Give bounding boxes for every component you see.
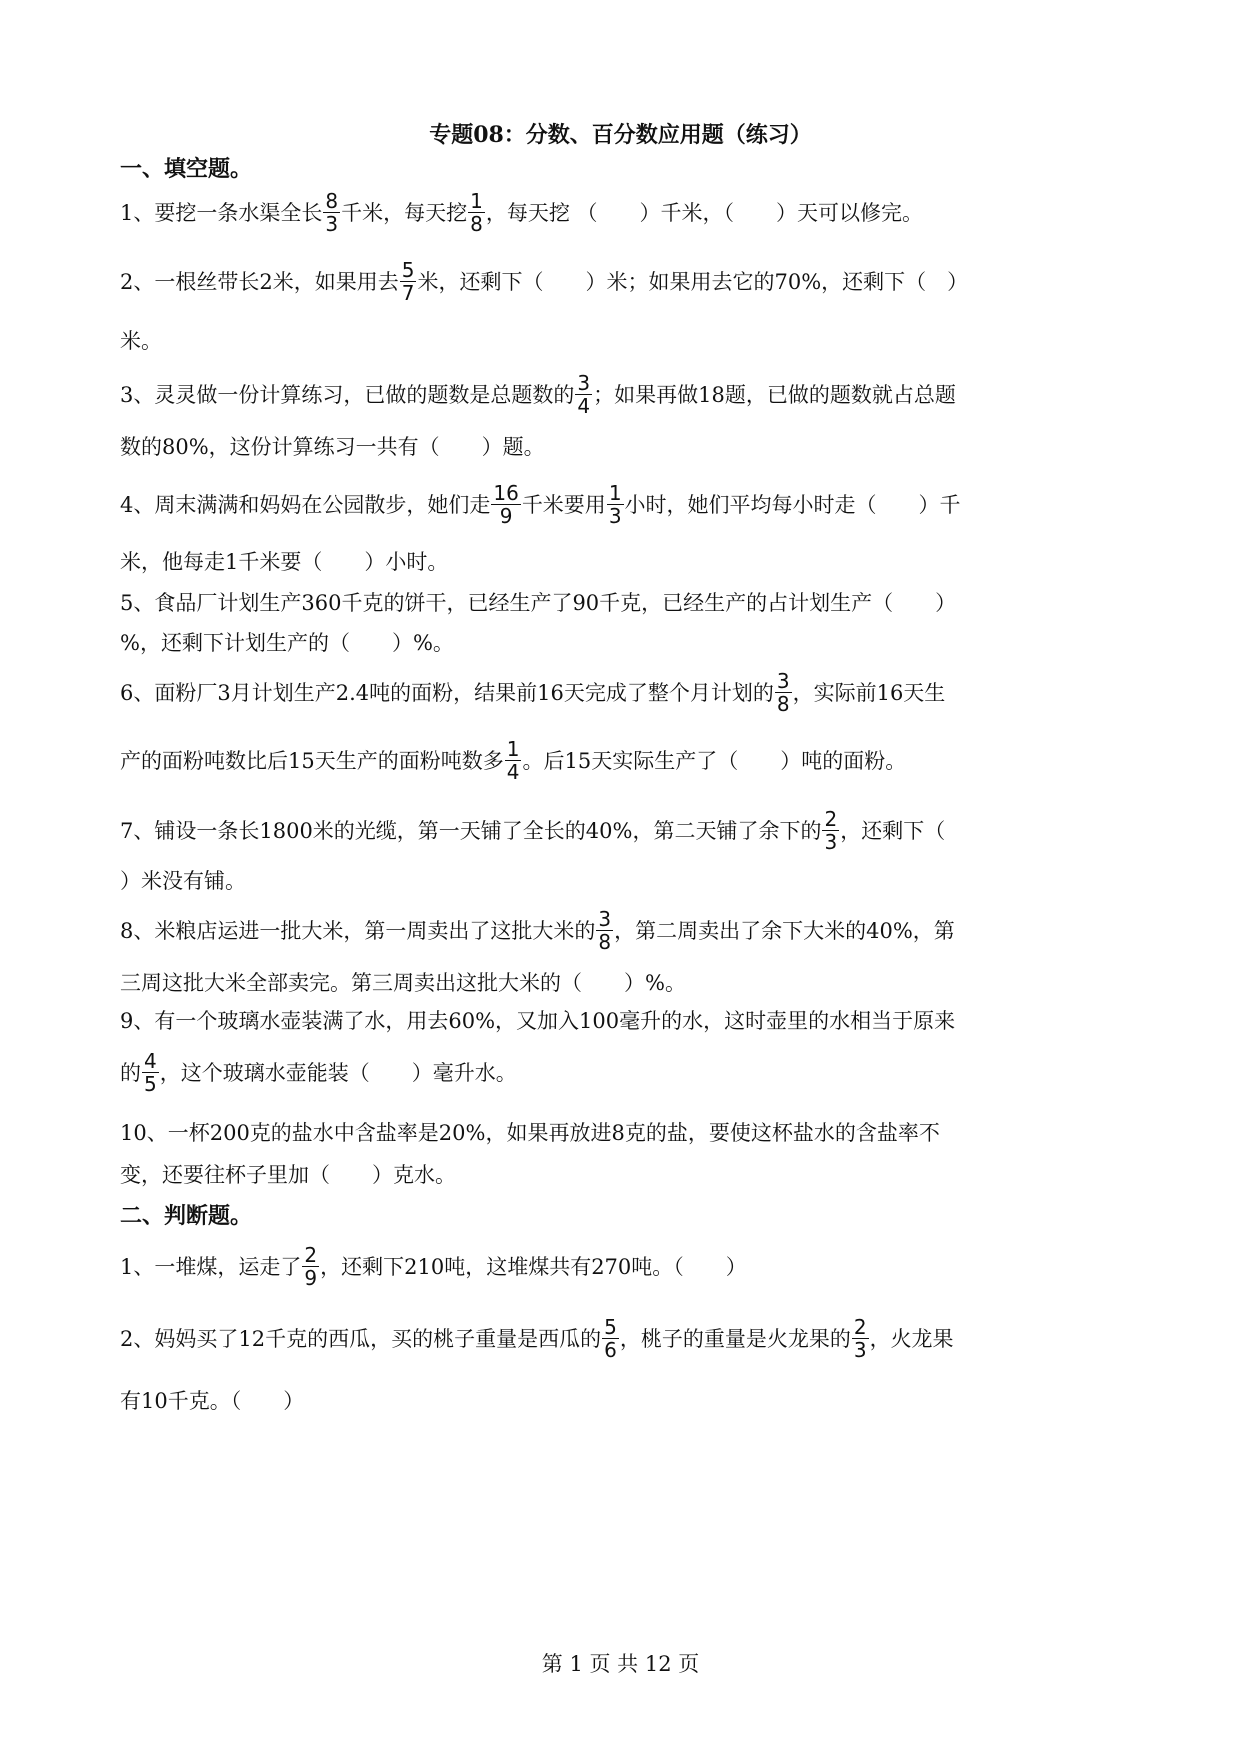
text: 4、周末满满和妈妈在公园散步，她们走 (120, 493, 491, 517)
text: 米，还剩下（ ）米；如果用去它的70%，还剩下（ ） (417, 270, 969, 294)
text: ，还剩下210吨，这堆煤共有270吨。（ ） (320, 1255, 747, 1279)
text: 1、要挖一条水渠全长 (120, 201, 323, 225)
question-4-cont: 米，他每走1千米要（ ）小时。 (120, 550, 449, 574)
question-5-cont: %，还剩下计划生产的（ ）%。 (120, 631, 454, 655)
text: 千米，每天挖 (341, 201, 468, 225)
page-title: 专题08：分数、百分数应用题（练习） (429, 122, 812, 148)
fraction: $\frac{2}{3}$ (824, 806, 838, 854)
question-7-cont: ）米没有铺。 (120, 869, 246, 893)
question-8 (120, 906, 955, 954)
question-3-cont: 数的80%，这份计算练习一共有（ ）题。 (120, 435, 545, 459)
text: 的 (120, 1061, 141, 1085)
judge-1 (120, 1242, 747, 1290)
question-9: 9、有一个玻璃水壶装满了水，用去60%，又加入100毫升的水，这时壶里的水相当于原来 (120, 1009, 956, 1033)
question-6-cont (120, 736, 907, 784)
fraction: $\frac{3}{4}$ (577, 370, 591, 418)
question-3 (120, 370, 956, 418)
text: 3、灵灵做一份计算练习，已做的题数是总题数的 (120, 383, 575, 407)
text: 小时，她们平均每小时走（ ）千 (624, 493, 961, 517)
question-10-cont: 变，还要往杯子里加（ ）克水。 (120, 1163, 456, 1187)
text: ，桃子的重量是火龙果的 (619, 1327, 851, 1351)
fraction: $\frac{1}{3}$ (608, 480, 622, 528)
fraction: $\frac{2}{3}$ (853, 1314, 867, 1362)
judge-2-cont: 有10千克。（ ） (120, 1389, 305, 1413)
question-7 (120, 806, 946, 854)
fraction: $\frac{8}{3}$ (325, 188, 339, 236)
text: ，第二周卖出了余下大米的40%，第 (614, 919, 955, 943)
question-2-cont: 米。 (120, 329, 162, 353)
fraction: $\frac{3}{8}$ (598, 906, 612, 954)
fraction: $\frac{1}{8}$ (470, 188, 483, 236)
text: 千米要用 (521, 493, 606, 517)
text: ，还剩下（ (840, 819, 946, 843)
judge-2 (120, 1314, 954, 1362)
section-heading-fill-blank: 一、填空题。 (120, 156, 253, 182)
question-2 (120, 257, 969, 305)
question-9-cont (120, 1048, 517, 1096)
fraction: $\frac{16}{9}$ (493, 480, 519, 528)
text: ；如果再做18题，已做的题数就占总题 (593, 383, 956, 407)
text: 。后15天实际生产了（ ）吨的面粉。 (522, 749, 907, 773)
page-footer: 第 1 页 共 12 页 (541, 1652, 700, 1676)
question-4 (120, 480, 961, 528)
fraction: $\frac{5}{6}$ (604, 1314, 617, 1362)
text: 8、米粮店运进一批大米，第一周卖出了这批大米的 (120, 919, 596, 943)
section-heading-judge: 二、判断题。 (120, 1203, 253, 1229)
text: 2、一根丝带长2米，如果用去 (120, 270, 399, 294)
question-10: 10、一杯200克的盐水中含盐率是20%，如果再放进8克的盐，要使这杯盐水的含盐率不 (120, 1121, 940, 1145)
fraction: $\frac{5}{7}$ (401, 257, 415, 305)
text: ，火龙果 (869, 1327, 954, 1351)
text: 7、铺设一条长1800米的光缆，第一天铺了全长的40%，第二天铺了余下的 (120, 819, 822, 843)
text: ，这个玻璃水壶能装（ ）毫升水。 (159, 1061, 517, 1085)
fraction: $\frac{3}{8}$ (776, 668, 790, 716)
question-8-cont: 三周这批大米全部卖完。第三周卖出这批大米的（ ）%。 (120, 971, 686, 995)
question-5: 5、食品厂计划生产360千克的饼干，已经生产了90千克，已经生产的占计划生产（ ） (120, 591, 957, 615)
text: 1、一堆煤，运走了 (120, 1255, 302, 1279)
question-1 (120, 188, 924, 236)
text: ，实际前16天生 (792, 681, 946, 705)
text: ，每天挖 （ ）千米，（ ）天可以修完。 (485, 201, 924, 225)
text: 产的面粉吨数比后15天生产的面粉吨数多 (120, 749, 504, 773)
fraction: $\frac{2}{9}$ (304, 1242, 318, 1290)
fraction: $\frac{4}{5}$ (144, 1048, 157, 1096)
text: 2、妈妈买了12千克的西瓜，买的桃子重量是西瓜的 (120, 1327, 602, 1351)
question-6 (120, 668, 946, 716)
fraction: $\frac{1}{4}$ (506, 736, 520, 784)
text: 6、面粉厂3月计划生产2.4吨的面粉，结果前16天完成了整个月计划的 (120, 681, 774, 705)
